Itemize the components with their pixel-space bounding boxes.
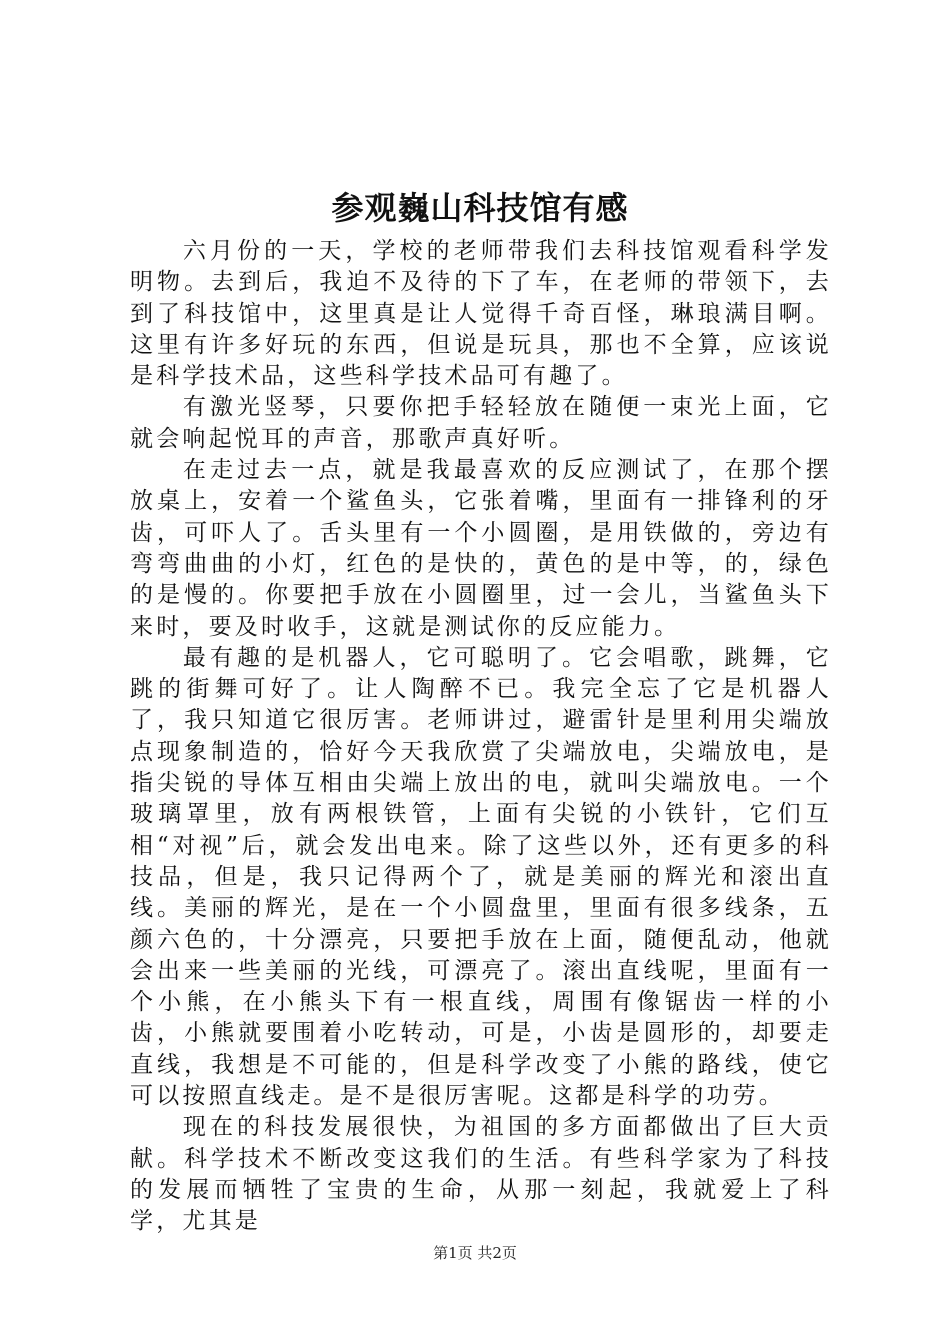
paragraph-4: 最有趣的是机器人，它可聪明了。它会唱歌，跳舞，它跳的街舞可好了。让人陶醉不已。我完全忘了它是机器人了，我只知道它很厉害。老师讲过，避雷针是里利用尖端放点现象制造的，恰好今天我欣赏了尖端放电，尖端放电，是指尖锐的导体互相由尖端上放出的电，就叫尖端放电。一个玻璃罩里，放有两根铁管，上面有尖锐的小铁针，它们互相“对视”后，就会发出电来。除了这些以外，还有更多的科技品，但是，我只记得两个了，就是美丽的辉光和滚出直线。美丽的辉光，是在一个小圆盘里，里面有很多线条，五颜六色的，十分漂亮，只要把手放在上面，随便乱动，他就会出来一些美丽的光线，可漂亮了。滚出直线呢，里面有一个小熊，在小熊头下有一根直线，周围有像锯齿一样的小齿，小熊就要围着小吃转动，可是，小齿是圆形的，却要走直线，我想是不可能的，但是科学改变了小熊的路线，使它可以按照直线走。是不是很厉害呢。这都是科学的功劳。 bbox=[130, 644, 832, 1110]
paragraph-1: 六月份的一天，学校的老师带我们去科技馆观看科学发明物。去到后，我迫不及待的下了车，在老师的带领下，去到了科技馆中，这里真是让人觉得千奇百怪，琳琅满目啊。这里有许多好玩的东西，但说是玩具，那也不全算，应该说是科学技术品，这些科学技术品可有趣了。 bbox=[130, 238, 832, 390]
paragraph-2: 有激光竖琴，只要你把手轻轻放在随便一束光上面，它就会响起悦耳的声音，那歌声真好听。 bbox=[130, 394, 832, 452]
page-number-footer: 第1页 共2页 bbox=[433, 1244, 517, 1262]
document-body bbox=[130, 236, 832, 1238]
paragraph-3: 在走过去一点，就是我最喜欢的反应测试了，在那个摆放桌上，安着一个鲨鱼头，它张着嘴，里面有一排锋利的牙齿，可吓人了。舌头里有一个小圆圈，是用铁做的，旁边有弯弯曲曲的小灯，红色的是快的，黄色的是中等，的，绿色的是慢的。你要把手放在小圆圈里，过一会儿，当鲨鱼头下来时，要及时收手，这就是测试你的反应能力。 bbox=[130, 457, 832, 640]
document-title: 参观巍山科技馆有感 bbox=[331, 189, 629, 227]
paragraph-5: 现在的科技发展很快，为祖国的多方面都做出了巨大贡献。科学技术不断改变这我们的生活。有些科学家为了科技的发展而牺牲了宝贵的生命，从那一刻起，我就爱上了科学，尤其是 bbox=[130, 1114, 832, 1235]
